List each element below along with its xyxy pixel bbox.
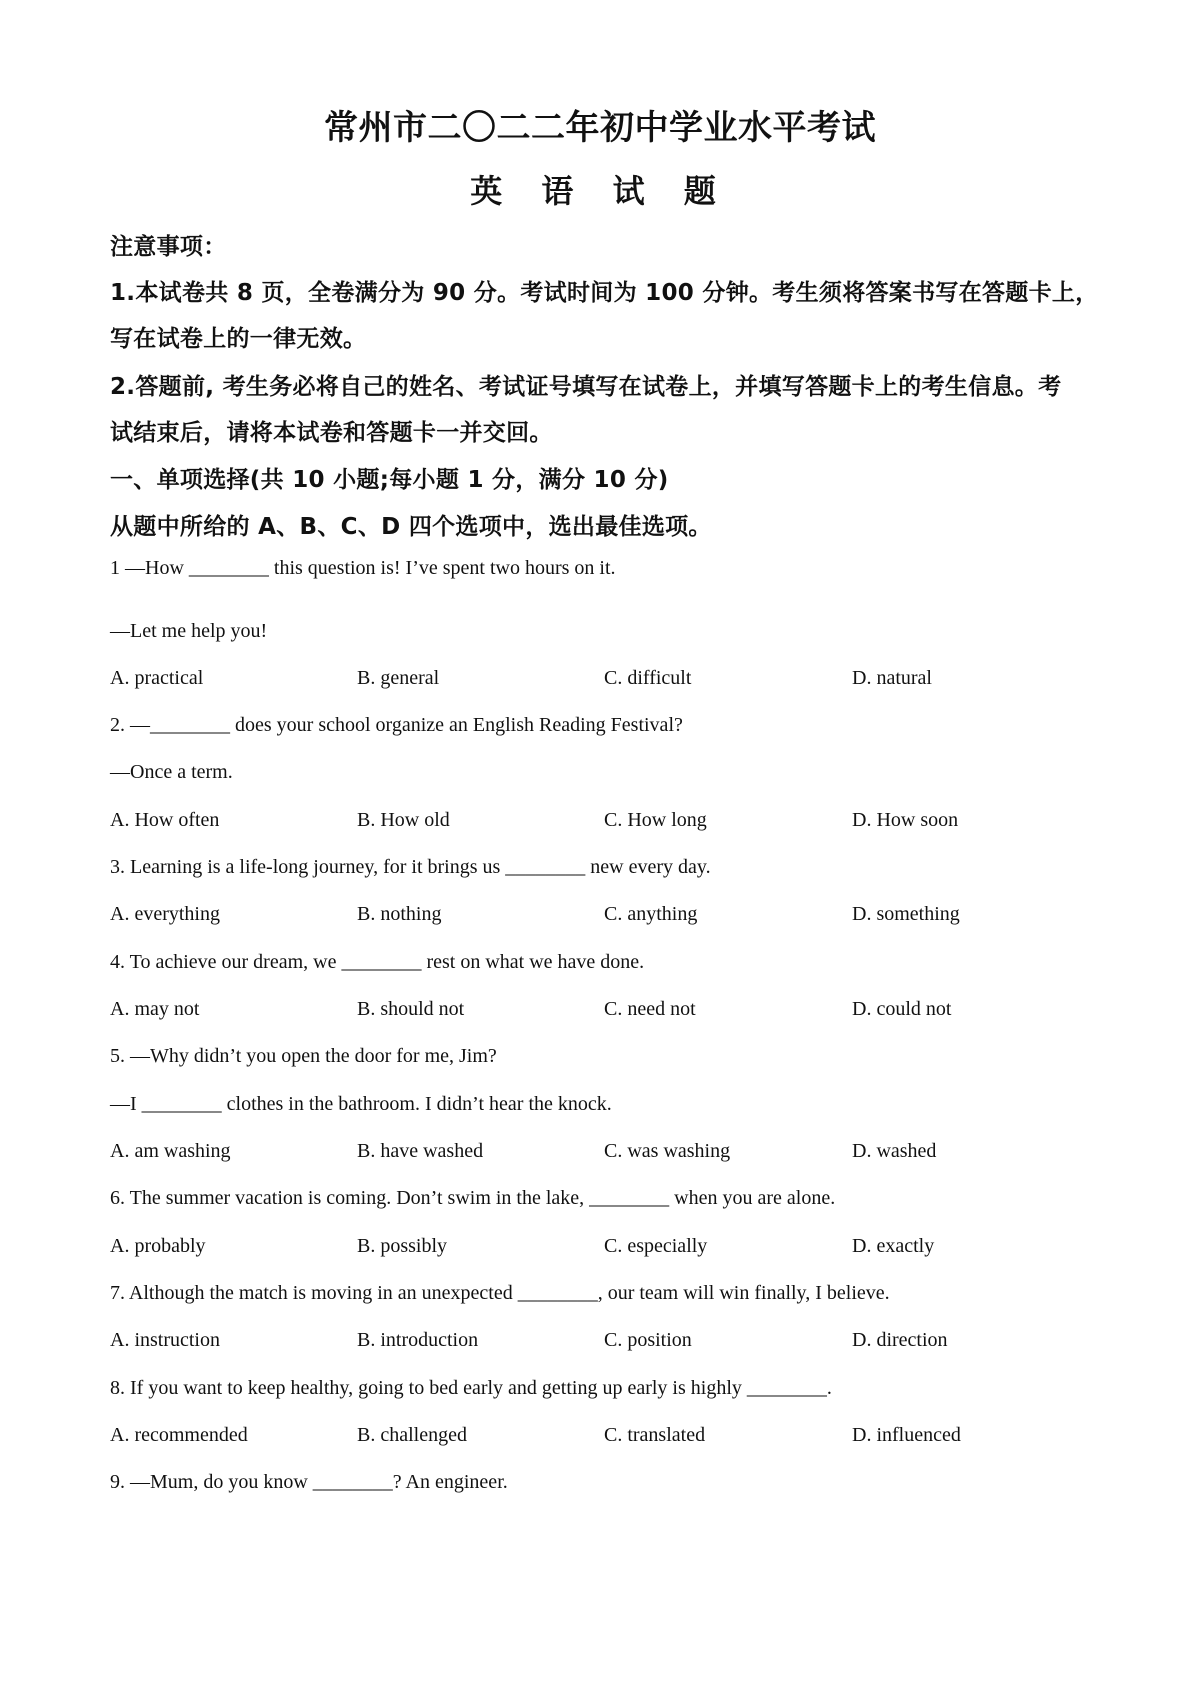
question-stem: 1 —How ________ this question is! I’ve spent two hours on it.	[110, 557, 616, 579]
option-c: C. translated	[604, 1424, 706, 1446]
option-a: A. How often	[110, 809, 220, 831]
notes-item-2-line-1: 2.答题前, 考生务必将自己的姓名、考试证号填写在试卷上，并填写答题卡上的考生信息。考	[110, 374, 1062, 400]
option-d: D. How soon	[852, 809, 959, 831]
option-c: C. need not	[604, 998, 696, 1020]
section-title: 一、单项选择(共 10 小题;每小题 1 分，满分 10 分)	[110, 467, 669, 493]
option-b: B. should not	[357, 998, 465, 1020]
section-instruction: 从题中所给的 A、B、C、D 四个选项中，选出最佳选项。	[110, 514, 712, 540]
question-stem: 3. Learning is a life-long journey, for it brings us ________ new every day.	[110, 856, 711, 878]
option-d: D. natural	[852, 667, 932, 689]
option-c: C. difficult	[604, 667, 692, 689]
question-stem: 7. Although the match is moving in an unexpected ________, our team will win finally, I believe.	[110, 1282, 890, 1304]
option-b: B. general	[357, 667, 440, 689]
option-a: A. may not	[110, 998, 200, 1020]
question-stem: 8. If you want to keep healthy, going to bed early and getting up early is highly ________.	[110, 1377, 832, 1399]
question-reply: —Once a term.	[110, 761, 233, 783]
option-a: A. recommended	[110, 1424, 248, 1446]
option-b: B. nothing	[357, 903, 442, 925]
option-b: B. How old	[357, 809, 450, 831]
option-a: A. am washing	[110, 1140, 231, 1162]
option-c: C. was washing	[604, 1140, 731, 1162]
option-c: C. anything	[604, 903, 698, 925]
question-reply: —I ________ clothes in the bathroom. I didn’t hear the knock.	[110, 1093, 612, 1115]
question-stem: 2. —________ does your school organize an English Reading Festival?	[110, 714, 683, 736]
option-b: B. possibly	[357, 1235, 448, 1257]
option-d: D. direction	[852, 1329, 948, 1351]
question-reply: —Let me help you!	[110, 620, 268, 642]
option-d: D. washed	[852, 1140, 937, 1162]
option-d: D. something	[852, 903, 960, 925]
option-c: C. How long	[604, 809, 707, 831]
exam-title: 常州市二〇二二年初中学业水平考试	[324, 108, 876, 148]
notes-item-2-line-2: 试结束后，请将本试卷和答题卡一并交回。	[110, 420, 553, 446]
notes-item-1-line-1: 1.本试卷共 8 页，全卷满分为 90 分。考试时间为 100 分钟。考生须将答案书写在答题卡上，	[110, 280, 1099, 306]
exam-subtitle: 英 语 试 题	[470, 172, 730, 210]
option-b: B. introduction	[357, 1329, 479, 1351]
option-d: D. exactly	[852, 1235, 935, 1257]
question-stem: 5. —Why didn’t you open the door for me, Jim?	[110, 1045, 497, 1067]
option-d: D. could not	[852, 998, 952, 1020]
option-a: A. everything	[110, 903, 220, 925]
option-d: D. influenced	[852, 1424, 961, 1446]
option-b: B. have washed	[357, 1140, 484, 1162]
notes-item-1-line-2: 写在试卷上的一律无效。	[110, 326, 367, 352]
option-a: A. practical	[110, 667, 204, 689]
option-b: B. challenged	[357, 1424, 467, 1446]
option-a: A. probably	[110, 1235, 206, 1257]
option-c: C. position	[604, 1329, 692, 1351]
notes-heading: 注意事项：	[110, 234, 227, 260]
question-stem: 4. To achieve our dream, we ________ rest on what we have done.	[110, 951, 645, 973]
option-c: C. especially	[604, 1235, 708, 1257]
option-a: A. instruction	[110, 1329, 220, 1351]
question-stem: 6. The summer vacation is coming. Don’t swim in the lake, ________ when you are alone.	[110, 1187, 836, 1209]
question-stem: 9. —Mum, do you know ________? An engineer.	[110, 1471, 508, 1493]
